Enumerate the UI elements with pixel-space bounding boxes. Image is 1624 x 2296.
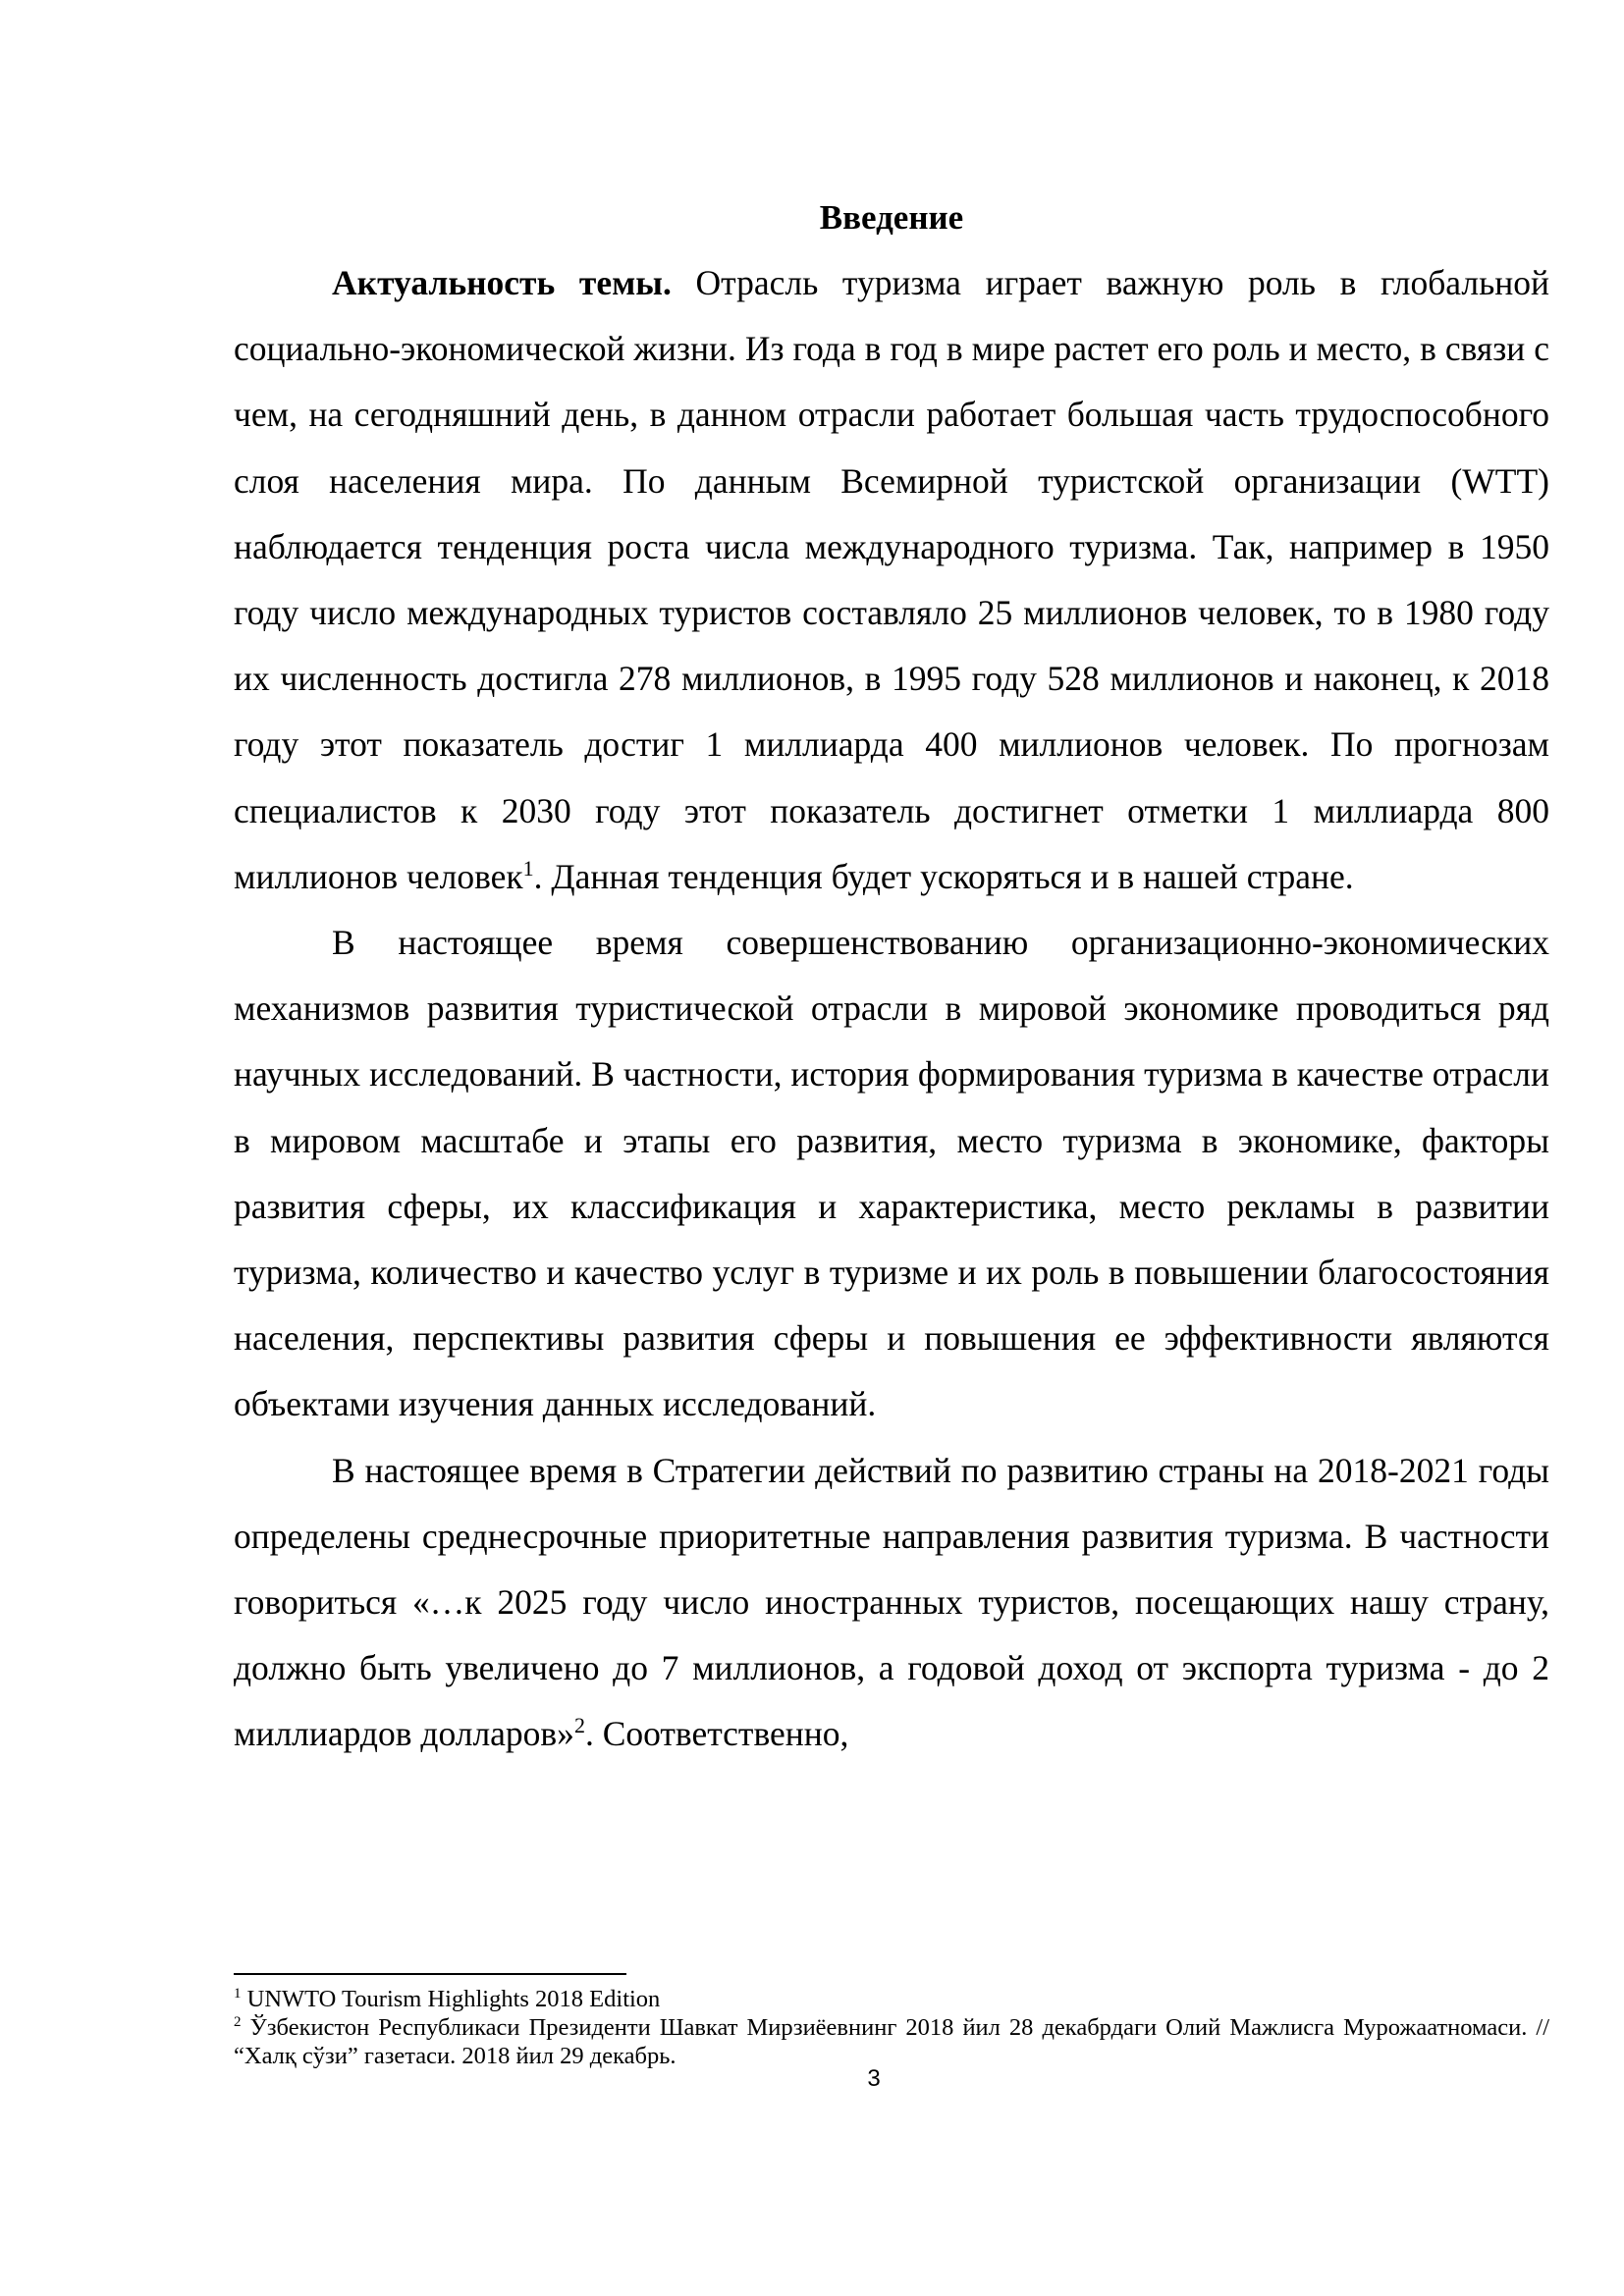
paragraph-text: В настоящее время совершенствованию организационно-экономических механизмов развития туристической отрасли в мировой экономике проводиться ряд научных исследований. В частности, история формирования туризма в качестве отрасли в мировом масштабе и этапы его развития, место туризма в экономике, факторы развития сферы, их классификация и характеристика, место рекламы в развитии туризма, количество и качество услуг в туризме и их роль в повышении благосостояния населения, перспективы развития сферы и повышения ее эффективности являются объектами изучения данных исследований. — [234, 923, 1549, 1424]
footnote-number: 2 — [234, 2013, 242, 2030]
paragraph-text: В настоящее время в Стратегии действий по развитию страны на 2018-2021 годы определены среднесрочные приоритетные направления развития туризма. В частности говориться «…к 2025 году число иностранных туристов, посещающих нашу страну, должно быть увеличено до 7 миллионов, а годовой доход от экспорта туризма - до 2 миллиардов долларов» — [234, 1450, 1549, 1754]
page-number: 3 — [867, 2065, 881, 2092]
paragraph-strategy — [234, 1438, 1549, 1768]
footnote-item — [234, 2013, 1549, 2070]
paragraph-tail: . Данная тенденция будет ускоряться и в нашей стране. — [533, 856, 1354, 896]
section-heading: Введение — [819, 198, 964, 237]
footnote-text: Ўзбекистон Республикаси Президенти Шавкат Мирзиёевнинг 2018 йил 28 декабрдаги Олий Мажлисга Мурожаатномаси. // “Халқ сўзи” газетаси. 2018 йил 29 декабрь. — [234, 2014, 1549, 2069]
footnotes — [234, 1985, 1549, 2070]
footnote-ref: 1 — [522, 856, 534, 881]
footnote-ref: 2 — [573, 1713, 585, 1738]
footnote-item — [234, 1985, 1549, 2013]
paragraph-lead: Актуальность темы. — [332, 263, 672, 302]
paragraph-research — [234, 910, 1549, 1438]
paragraph-relevance — [234, 250, 1549, 910]
paragraph-tail: . Соответственно, — [584, 1714, 849, 1754]
body-text — [234, 185, 1549, 1768]
footnote-separator — [234, 1973, 626, 1975]
footnote-number: 1 — [234, 1985, 242, 2002]
footnote-text: UNWTO Tourism Highlights 2018 Edition — [241, 1986, 661, 2012]
paragraph-text: Отрасль туризма играет важную роль в глобальной социально-экономической жизни. Из года в год в мире растет его роль и место, в связи с чем, на сегодняшний день, в данном отрасли работает большая часть трудоспособного слоя населения мира. По данным Всемирной туристской организации (WTT) наблюдается тенденция роста числа международного туризма. Так, например в 1950 году число международных туристов составляло 25 миллионов человек, то в 1980 году их численность достигла 278 миллионов, в 1995 году 528 миллионов и наконец, к 2018 году этот показатель достиг 1 миллиарда 400 миллионов человек. По прогнозам специалистов к 2030 году этот показатель достигнет отметки 1 миллиарда 800 миллионов человек — [234, 263, 1550, 896]
